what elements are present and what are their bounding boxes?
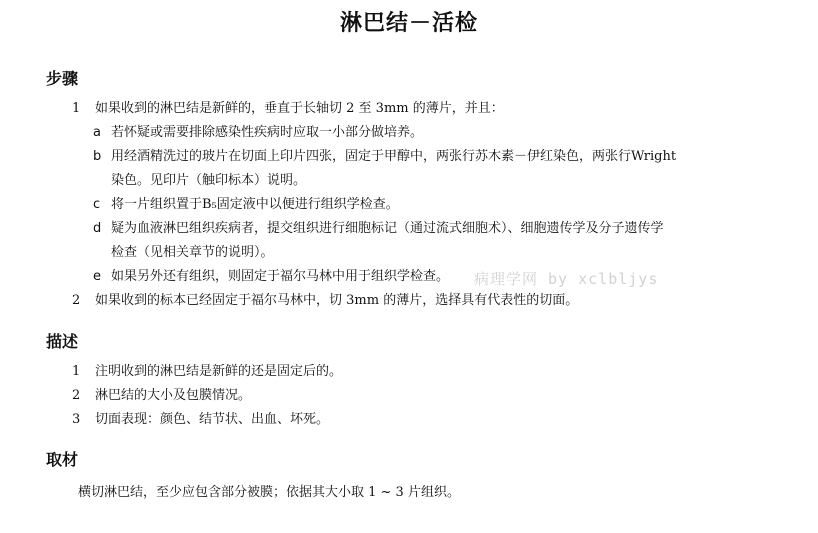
- sampling-text: 横切淋巴结，至少应包含部分被膜；依据其大小取 1 ~ 3 片组织。: [78, 485, 460, 500]
- section-heading-sampling: 取材: [46, 450, 79, 469]
- step-text: 如果收到的标本已经固定于福尔马林中，切 3mm 的薄片，选择具有代表性的切面。: [95, 293, 579, 308]
- substep-letter: d: [93, 221, 102, 236]
- substep-text: 若怀疑或需要排除感染性疾病时应取一小部分做培养。: [111, 125, 424, 140]
- description-number: 2: [72, 388, 81, 403]
- substep-text-continued: 染色。见印片（触印标本）说明。: [111, 173, 307, 188]
- description-number: 3: [72, 412, 81, 427]
- watermark: 病理学网 by xclbljys: [474, 270, 659, 288]
- substep-text-continued: 检查（见相关章节的说明）。: [111, 245, 274, 260]
- description-text: 注明收到的淋巴结是新鲜的还是固定后的。: [95, 364, 343, 379]
- substep-letter: b: [93, 149, 102, 164]
- step-text: 如果收到的淋巴结是新鲜的，垂直于长轴切 2 至 3mm 的薄片，并且：: [95, 101, 504, 116]
- description-number: 1: [72, 364, 81, 379]
- page-title: 淋巴结－活检: [339, 11, 478, 36]
- step-number: 2: [72, 293, 81, 308]
- substep-text: 将一片组织置于B₅固定液中以便进行组织学检查。: [111, 197, 399, 212]
- description-text: 淋巴结的大小及包膜情况。: [95, 388, 252, 403]
- substep-letter: c: [93, 197, 101, 212]
- substep-text: 用经酒精洗过的玻片在切面上印片四张，固定于甲醇中，两张行苏木素－伊红染色，两张行Wright: [111, 149, 677, 164]
- substep-text: 疑为血液淋巴组织疾病者，提交组织进行细胞标记（通过流式细胞术）、细胞遗传学及分子遗传学: [111, 221, 664, 236]
- substep-letter: a: [93, 125, 101, 140]
- substep-letter: e: [93, 269, 101, 284]
- substep-text: 如果另外还有组织，则固定于福尔马林中用于组织学检查。: [111, 269, 450, 284]
- section-heading-steps: 步骤: [46, 69, 79, 88]
- section-heading-description: 描述: [46, 332, 79, 351]
- step-number: 1: [72, 101, 81, 116]
- description-text: 切面表现：颜色、结节状、出血、坏死。: [95, 412, 330, 427]
